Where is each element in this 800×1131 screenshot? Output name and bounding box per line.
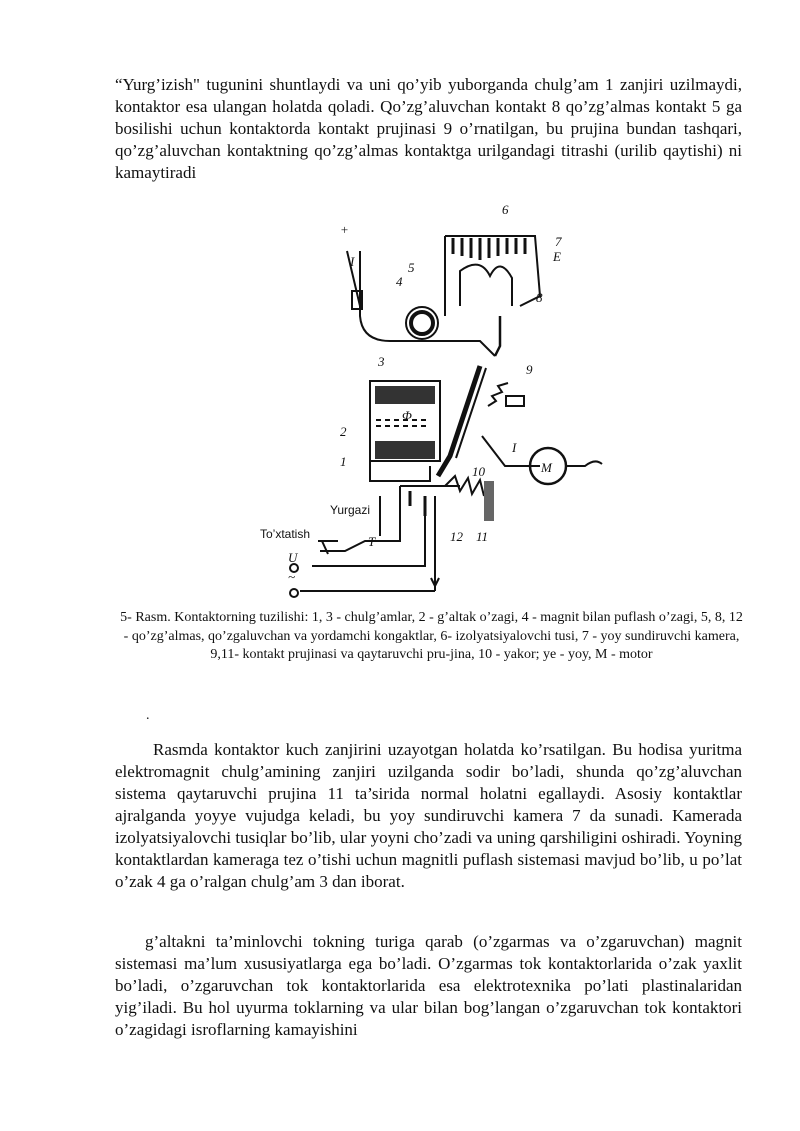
- coil-winding-top: [375, 386, 435, 404]
- label-I-left: I: [350, 254, 355, 269]
- label-E: E: [553, 249, 561, 264]
- label-12: 12: [450, 529, 463, 544]
- label-5: 5: [408, 260, 415, 275]
- label-toxtatish: To’xtatish: [260, 527, 311, 541]
- label-1: 1: [340, 454, 347, 469]
- insulating-plates: [453, 238, 525, 260]
- coil-winding-bottom: [375, 441, 435, 459]
- label-U: U: [288, 550, 298, 565]
- paragraph-2: Rasmda kontaktor kuch zanjirini uzayotgan holatda ko’rsatilgan. Bu hodisa yuritma elektromagnit chulg’amining zanjiri uzilganda sodir bo’ladi, shunda qo’zg’aluvchan sistema qaytaruvchi prujina 11 ta’sirida normal holatni egallaydi. Asosiy kontaktlar ajralganda yoyye vujudga keladi, bu yoy sundiruvchi kamera 7 da sunadi. Kamerada izolyatsiyalovchi tusiqlar bo’lib, ular yoyni cho’zadi va uning qarshiligini oshiradi. Yoyning kontaktlardan kameraga tez o’tishi uchun magnitli puflash sistemasi mavjud bo’lib, u po’lat o’zak 4 ga o’ralgan chulg’am 3 dan iborat.: [115, 740, 742, 891]
- label-T: T: [368, 534, 376, 549]
- label-10: 10: [472, 464, 485, 479]
- contactor-diagram: [250, 196, 610, 606]
- label-I-right: I: [512, 440, 517, 455]
- label-4: 4: [396, 274, 403, 289]
- paragraph-1: “Yurg’izish" tugunini shuntlaydi va uni qo’yib yuborganda chulg’am 1 zanjiri uzilmaydi, kontaktor esa ulangan holatda qoladi. Qo’zg’aluvchan kontakt 8 qo’zg’almas kontakt 5 ga bosilishi uchun kontaktorda kontakt prujinasi 9 o’rnatilgan, bu prujina bundan tashqari, qo’zg’aluvchan kontaktning qo’zg’almas kontaktga urilgandagi titrashi (urilib qaytishi) ni kamaytiradi: [115, 75, 742, 182]
- label-yurgazi: Yurgazi: [330, 503, 371, 517]
- label-plus: +: [340, 222, 349, 237]
- label-8: 8: [536, 290, 543, 305]
- label-3: 3: [378, 354, 385, 369]
- label-7: 7: [555, 234, 562, 249]
- label-M: M: [541, 460, 552, 475]
- paragraph-3: g’altakni ta’minlovchi tokning turiga qarab (o’zgarmas va o’zgaruvchan) magnit sistemasi ma’lum xususiyatlarga ega bo’ladi. O’zgarmas tok kontaktorlarida o’zak yaxlit bo’ladi, o’zgaruvchan tok kontaktorlarida esa elektrotexnika po’lati plastinalaridan yig’iladi. Bu hol uyurma toklarning va ular bilan bog’langan o’zgaruvchan tok kontaktori o’zagidagi isroflarning kamayishini: [115, 932, 742, 1039]
- label-tilde: ~: [288, 569, 296, 584]
- label-2: 2: [340, 424, 347, 439]
- label-phi: Φ: [402, 408, 412, 423]
- label-11: 11: [476, 529, 489, 544]
- stray-mark: .: [146, 708, 150, 723]
- label-6: 6: [502, 202, 509, 217]
- fixed-contact-5: [460, 265, 512, 306]
- blowout-core-frame: [360, 251, 495, 356]
- figure-caption: 5- Rasm. Kontaktorning tuzilishi: 1, 3 - chulg’amlar, 2 - g’altak o’zagi, 4 - magnit bilan puflash o’zagi, 5, 8, 12 - qo’zg’almas, qo’zgaluvchan va yordamchi kongaktlar, 6- izolyatsiyalovchi tusi, 7 - yoy sundiruvchi kamera, 9,11- kontakt prujinasi va qaytaruvchi pru-jina, 10 - yakor; ye - yoy, M - motor: [120, 610, 743, 662]
- label-9: 9: [526, 362, 533, 377]
- moving-contact-arm: [438, 366, 480, 476]
